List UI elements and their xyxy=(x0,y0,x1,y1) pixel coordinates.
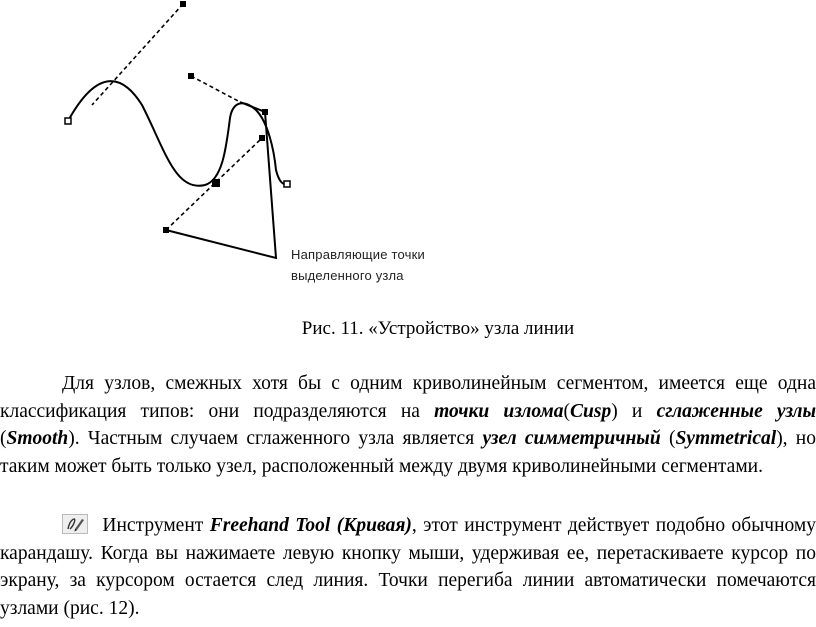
control-point xyxy=(163,227,169,233)
end-node xyxy=(284,181,290,187)
node xyxy=(262,109,268,115)
term-cusp-ru: точки излома xyxy=(434,400,564,422)
text: Инструмент xyxy=(96,515,210,536)
figure-caption: Рис. 11. «Устройство» узла линии xyxy=(301,318,575,339)
term-freehand-tool: Freehand Tool xyxy=(209,515,331,536)
control-point xyxy=(180,1,186,7)
term-cusp-en: Cusp xyxy=(570,400,612,422)
figure-label-line2: выделенного узла xyxy=(291,268,404,283)
text: ) и xyxy=(611,400,657,422)
text: ). Частным случаем сглаженного узла является xyxy=(68,428,483,449)
text: ( xyxy=(563,400,571,422)
freehand-pencil-icon xyxy=(62,514,88,534)
term-symmetrical-ru: узел симметричный xyxy=(482,428,661,449)
text: ), но таким может быть только узел, расположенный между двумя криволинейными сегментами. xyxy=(0,428,816,477)
term-symmetrical-en: Symmetrical xyxy=(675,428,777,449)
text: Для узлов, смежных хотя бы с одним криволинейным сегментом, имеется еще одна классификация типов: они подразделяются на xyxy=(0,373,816,422)
paragraph-freehand-tool xyxy=(0,512,816,622)
text: , этот инструмент действует подобно обычному карандашу. Когда вы нажимаете левую кнопку мыши, удерживая ее, перетаскиваете курсор по экрану, за курсором остается след линия. Точки перегиба линии автоматически помечаются узлами (рис. 12). xyxy=(0,515,816,619)
term-krivaya: (Кривая) xyxy=(336,515,412,536)
control-handle-line xyxy=(92,4,183,105)
paragraph-node-types xyxy=(0,370,816,480)
text: ( xyxy=(0,428,7,449)
selected-node xyxy=(212,179,220,187)
text: ( xyxy=(660,428,676,449)
control-point xyxy=(188,73,194,79)
control-handle-line xyxy=(191,76,240,102)
control-point xyxy=(259,135,265,141)
end-node xyxy=(65,118,71,124)
figure-label-line1: Направляющие точки xyxy=(291,247,425,262)
term-smooth-ru: сглаженные узлы xyxy=(656,400,816,422)
term-smooth-en: Smooth xyxy=(6,428,69,449)
bezier-curve xyxy=(68,81,287,186)
